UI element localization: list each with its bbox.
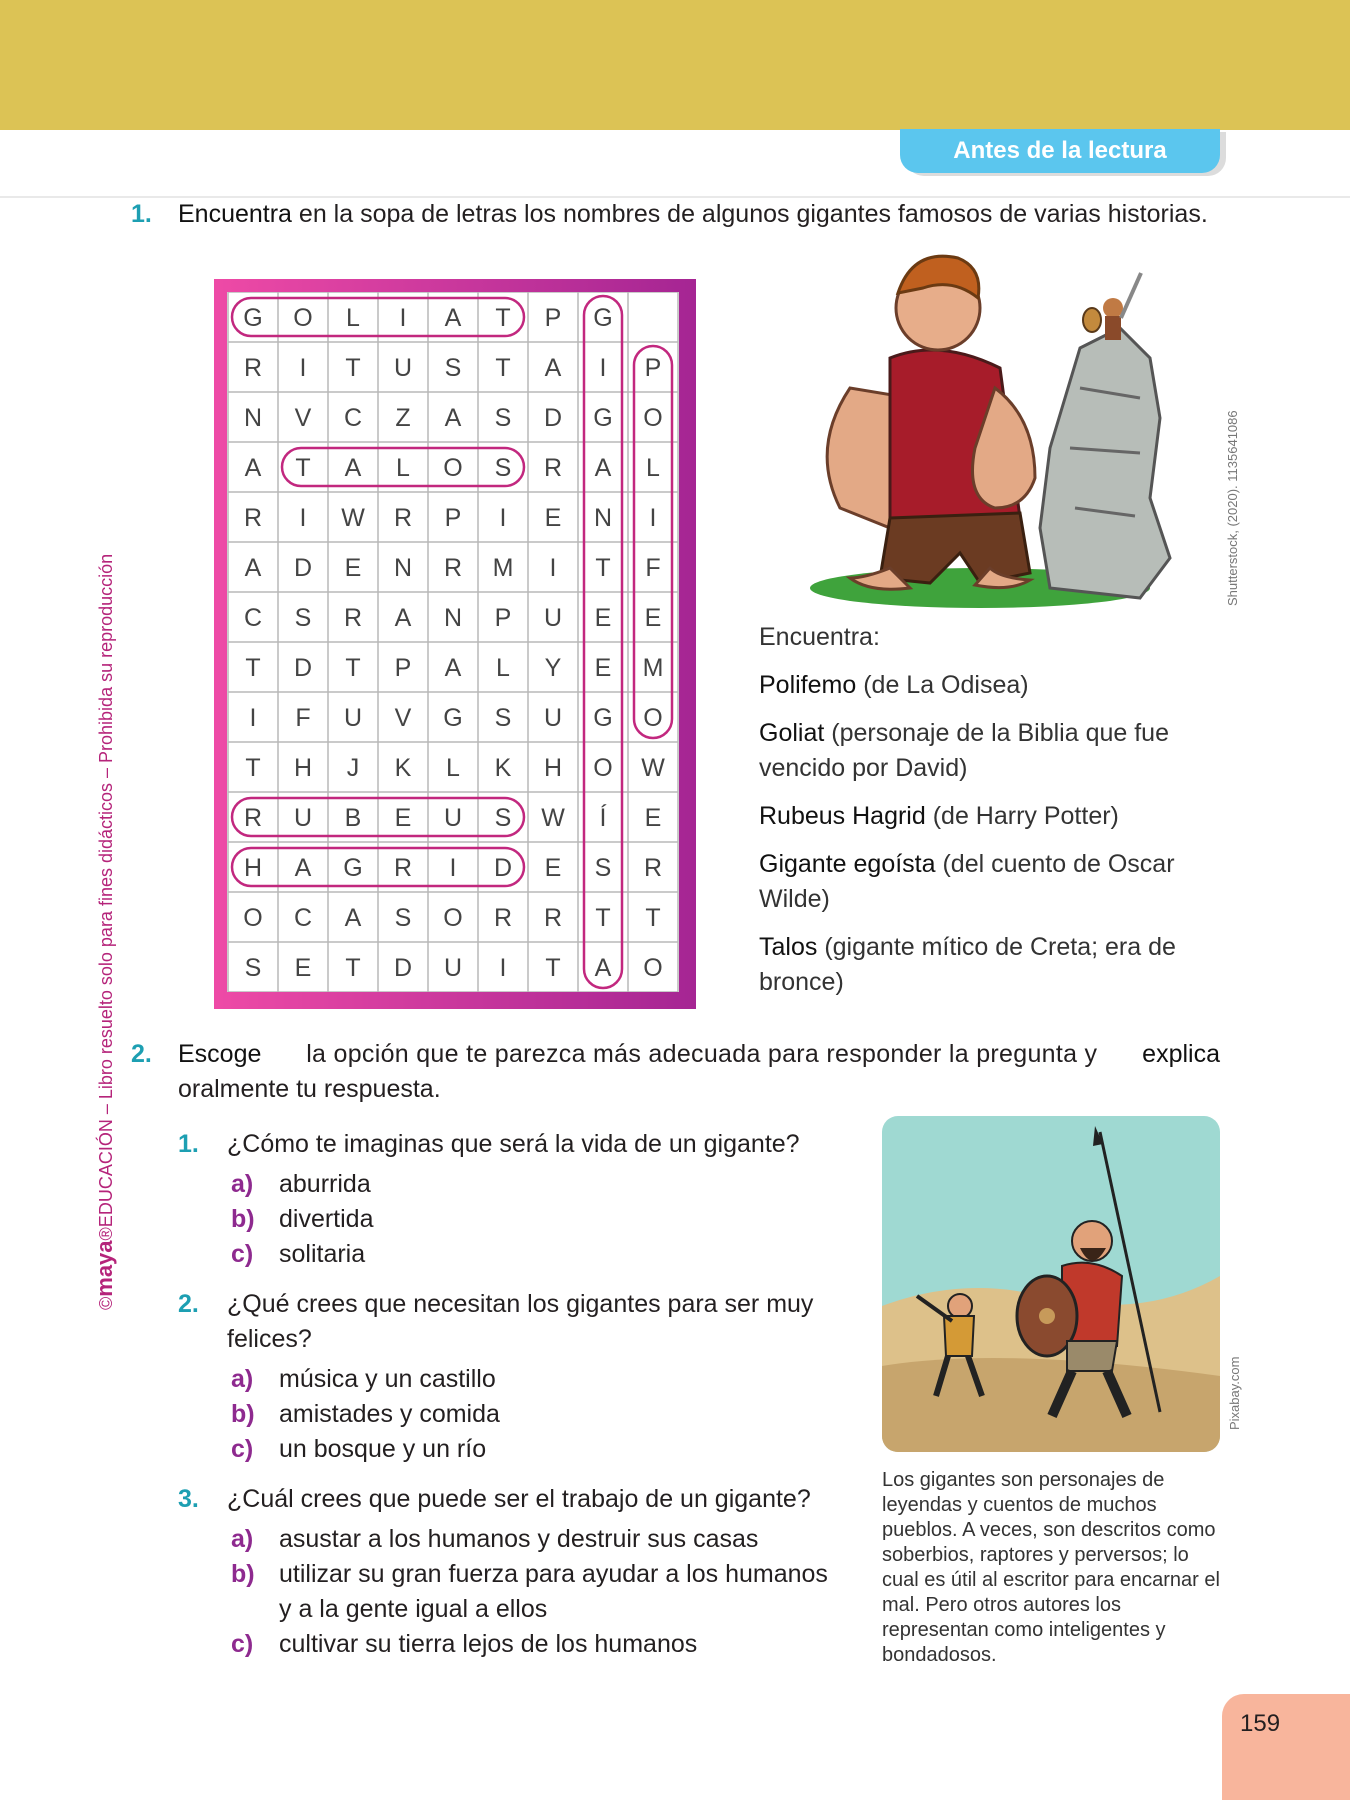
grid-letter[interactable]: E	[594, 654, 612, 682]
find-list	[759, 620, 1229, 1013]
grid-letter[interactable]: R	[393, 504, 413, 532]
grid-letter[interactable]: S	[494, 804, 512, 832]
grid-letter[interactable]: L	[346, 304, 360, 332]
grid-letter[interactable]: L	[496, 654, 510, 682]
grid-letter[interactable]: F	[645, 554, 661, 582]
grid-letter[interactable]: M	[492, 554, 514, 582]
david-image-credit: Pixabay.com	[1227, 1356, 1242, 1430]
question-1-text	[178, 197, 1228, 232]
grid-letter[interactable]: L	[396, 454, 410, 482]
grid-letter[interactable]: O	[443, 904, 463, 932]
grid-letter[interactable]: P	[494, 604, 512, 632]
grid-letter[interactable]: U	[293, 804, 313, 832]
grid-letter[interactable]: V	[394, 704, 412, 732]
grid-letter[interactable]: B	[344, 804, 362, 832]
grid-letter[interactable]: T	[295, 454, 311, 482]
grid-letter[interactable]: U	[543, 604, 563, 632]
option-letter: a)	[231, 1170, 254, 1198]
grid-letter[interactable]: T	[545, 954, 561, 982]
grid-letter[interactable]: O	[443, 454, 463, 482]
grid-letter[interactable]: R	[493, 904, 513, 932]
find-list-heading: Encuentra:	[759, 623, 880, 651]
grid-letter[interactable]: N	[593, 504, 613, 532]
grid-letter[interactable]: S	[494, 454, 512, 482]
grid-letter[interactable]: T	[595, 554, 611, 582]
grid-letter[interactable]: O	[243, 904, 263, 932]
grid-letter[interactable]: O	[643, 404, 663, 432]
grid-letter[interactable]: U	[543, 704, 563, 732]
subquestion-3-text: ¿Cuál crees que puede ser el trabajo de un gigante?	[227, 1485, 811, 1513]
grid-letter[interactable]: C	[343, 404, 363, 432]
find-item-desc: (personaje de la Biblia que fue vencido por David)	[759, 719, 1169, 782]
grid-letter[interactable]: I	[249, 704, 257, 732]
question-2-line-2: oralmente tu respuesta.	[178, 1075, 441, 1103]
option-text[interactable]: utilizar su gran fuerza para ayudar a los humanos	[279, 1560, 828, 1588]
grid-letter[interactable]: O	[643, 954, 663, 982]
option-text[interactable]: un bosque y un río	[279, 1435, 487, 1463]
question-2-verb-explica: explica	[1142, 1040, 1220, 1068]
grid-letter[interactable]: C	[243, 604, 263, 632]
grid-letter[interactable]: I	[549, 554, 557, 582]
grid-letter[interactable]: T	[645, 904, 661, 932]
grid-letter[interactable]: E	[644, 804, 662, 832]
grid-letter[interactable]: E	[344, 554, 362, 582]
option-text[interactable]: música y un castillo	[279, 1365, 496, 1393]
grid-letter[interactable]: E	[394, 804, 412, 832]
grid-letter[interactable]: W	[641, 754, 665, 782]
grid-letter[interactable]: P	[394, 654, 412, 682]
grid-letter[interactable]: K	[394, 754, 412, 782]
grid-letter[interactable]: G	[443, 704, 463, 732]
grid-letter[interactable]: A	[344, 454, 362, 482]
grid-letter[interactable]: G	[343, 854, 363, 882]
copyright-text: EDUCACIÓN – Libro resuelto solo para fines didácticos – Prohibida su reproducción	[96, 553, 116, 1228]
option-letter: b)	[231, 1400, 255, 1428]
giant-illustration	[780, 248, 1180, 618]
grid-letter[interactable]: Z	[395, 404, 411, 432]
grid-letter[interactable]: T	[345, 354, 361, 382]
grid-letter[interactable]: N	[443, 604, 463, 632]
grid-letter[interactable]: C	[293, 904, 313, 932]
option-letter: a)	[231, 1525, 254, 1553]
option-text[interactable]: divertida	[279, 1205, 374, 1233]
david-goliath-drawing	[882, 1116, 1220, 1452]
q2-w3	[1142, 1037, 1220, 1072]
option-letter: c)	[231, 1240, 254, 1268]
option-letter: c)	[231, 1435, 254, 1463]
find-item-name: Goliat	[759, 719, 825, 747]
grid-letter[interactable]: U	[343, 704, 363, 732]
grid-letter[interactable]: U	[393, 354, 413, 382]
grid-letter[interactable]: P	[644, 354, 662, 382]
grid-letter[interactable]: H	[293, 754, 313, 782]
grid-letter[interactable]: E	[544, 504, 562, 532]
grid-letter[interactable]: A	[394, 604, 412, 632]
question-2-number: 2.	[131, 1040, 152, 1068]
grid-letter[interactable]: O	[293, 304, 313, 332]
question-1-number: 1.	[131, 200, 152, 228]
grid-letter[interactable]: A	[594, 454, 612, 482]
find-item-name: Polifemo	[759, 671, 857, 699]
grid-letter[interactable]: T	[595, 904, 611, 932]
option-letter: b)	[231, 1560, 255, 1588]
q2-w1	[178, 1037, 261, 1072]
subquestion-1-number: 1.	[178, 1130, 199, 1158]
grid-letter[interactable]: E	[644, 604, 662, 632]
grid-letter[interactable]: Í	[599, 804, 607, 832]
grid-letter[interactable]: R	[243, 504, 263, 532]
grid-letter[interactable]: V	[294, 404, 312, 432]
grid-letter[interactable]: R	[643, 854, 663, 882]
grid-letter[interactable]: H	[243, 854, 263, 882]
grid-letter[interactable]: A	[594, 954, 612, 982]
question-2-text	[178, 1037, 1220, 1107]
subquestion-2-number: 2.	[178, 1290, 199, 1318]
registered-symbol: ®	[96, 1227, 116, 1241]
grid-letter[interactable]: O	[593, 754, 613, 782]
find-item-goliat	[759, 716, 1229, 786]
grid-letter[interactable]: W	[341, 504, 365, 532]
subquestion-3-number: 3.	[178, 1485, 199, 1513]
question-1-body: en la sopa de letras los nombres de algunos gigantes famosos de varias historias.	[291, 200, 1208, 228]
grid-letter[interactable]: A	[294, 854, 312, 882]
grid-letter[interactable]: P	[544, 304, 562, 332]
grid-letter[interactable]: E	[544, 854, 562, 882]
david-goliath-illustration	[882, 1116, 1220, 1452]
grid-letter[interactable]: R	[393, 854, 413, 882]
grid-letter[interactable]: I	[399, 304, 407, 332]
question-2-verb-escoge: Escoge	[178, 1040, 262, 1068]
page-number: 159	[1240, 1710, 1281, 1737]
grid-letter[interactable]: S	[594, 854, 612, 882]
find-item-desc: (gigante mítico de Creta; era de bronce)	[759, 933, 1176, 996]
grid-letter[interactable]: I	[499, 504, 507, 532]
grid-letter[interactable]: I	[499, 954, 507, 982]
q2-w2: la opción que te parezca más adecuada para responder la pregunta y	[298, 1040, 1105, 1068]
option-text[interactable]: solitaria	[279, 1240, 366, 1268]
option-text[interactable]: amistades y comida	[279, 1400, 500, 1428]
grid-letter[interactable]: N	[243, 404, 263, 432]
option-text[interactable]: aburrida	[279, 1170, 371, 1198]
subquestion-2-text-line-2: felices?	[227, 1325, 312, 1353]
grid-letter[interactable]: A	[444, 654, 462, 682]
find-item-talos	[759, 930, 1229, 1000]
grid-letter[interactable]: R	[543, 904, 563, 932]
grid-letter[interactable]: G	[593, 704, 613, 732]
image-caption: Los gigantes son personajes de leyendas y cuentos de muchos pueblos. A veces, son descritos como soberbios, raptores y perversos; lo cual es útil al escritor para encarnar el mal. Pero otros autores los representan como inteligentes y bondadosos.	[882, 1469, 1220, 1666]
grid-letter[interactable]: D	[293, 554, 313, 582]
grid-letter[interactable]: F	[295, 704, 311, 732]
brand-name: maya	[92, 1240, 117, 1297]
grid-letter[interactable]: R	[243, 804, 263, 832]
grid-letter[interactable]: G	[593, 404, 613, 432]
grid-letter[interactable]: A	[244, 454, 262, 482]
grid-letter[interactable]: S	[244, 954, 262, 982]
grid-letter[interactable]: K	[494, 754, 512, 782]
option-letter: c)	[231, 1630, 254, 1658]
top-color-band	[0, 0, 1350, 130]
grid-letter[interactable]: R	[343, 604, 363, 632]
grid-letter[interactable]: G	[593, 304, 613, 332]
grid-letter[interactable]: E	[594, 604, 612, 632]
grid-letter[interactable]: R	[443, 554, 463, 582]
grid-letter[interactable]: I	[299, 354, 307, 382]
find-item-desc: (de Harry Potter)	[925, 802, 1119, 830]
grid-letter[interactable]: P	[444, 504, 462, 532]
copyright-symbol: ©	[96, 1296, 116, 1310]
grid-letter[interactable]: A	[544, 354, 562, 382]
find-item-gigante-egoista	[759, 847, 1229, 917]
grid-letter[interactable]: T	[495, 304, 511, 332]
grid-letter[interactable]: I	[299, 504, 307, 532]
grid-letter[interactable]: D	[393, 954, 413, 982]
grid-letter[interactable]: G	[243, 304, 263, 332]
find-item-polifemo	[759, 668, 1229, 703]
question-1-verb: Encuentra	[178, 200, 292, 228]
grid-letter[interactable]: R	[543, 454, 563, 482]
copyright-sidebar	[92, 554, 118, 1310]
grid-letter[interactable]: J	[346, 754, 360, 782]
subquestion-2-text: ¿Qué crees que necesitan los gigantes para ser muy	[227, 1290, 814, 1318]
grid-letter[interactable]: T	[245, 654, 261, 682]
grid-letter[interactable]: A	[444, 404, 462, 432]
grid-letter[interactable]: S	[294, 604, 312, 632]
option-text[interactable]: cultivar su tierra lejos de los humanos	[279, 1630, 698, 1658]
grid-letter[interactable]: E	[294, 954, 312, 982]
find-item-name: Gigante egoísta	[759, 850, 936, 878]
grid-letter[interactable]: S	[394, 904, 412, 932]
word-search-frame	[214, 279, 696, 1009]
word-search-panel	[227, 292, 679, 992]
subquestion-1-text: ¿Cómo te imaginas que será la vida de un gigante?	[227, 1130, 800, 1158]
grid-letter[interactable]: I	[649, 504, 657, 532]
grid-letter[interactable]: S	[444, 354, 462, 382]
word-search-grid[interactable]	[227, 292, 679, 992]
grid-letter[interactable]: D	[493, 854, 513, 882]
grid-letter[interactable]: L	[646, 454, 660, 482]
grid-letter[interactable]: A	[444, 304, 462, 332]
grid-letter[interactable]: D	[543, 404, 563, 432]
grid-letter[interactable]: A	[344, 904, 362, 932]
question-2-line-1	[178, 1037, 1220, 1072]
find-item-name: Talos	[759, 933, 818, 961]
grid-letter[interactable]: U	[443, 804, 463, 832]
grid-letter[interactable]: M	[642, 654, 664, 682]
find-item-desc: (de La Odisea)	[856, 671, 1029, 699]
grid-letter[interactable]: T	[245, 754, 261, 782]
option-text-line-2[interactable]: y a la gente igual a ellos	[279, 1595, 548, 1623]
section-tab: Antes de la lectura	[900, 129, 1220, 173]
grid-letter[interactable]: I	[449, 854, 457, 882]
giant-image-credit: Shutterstock, (2020). 1135641086	[1225, 410, 1240, 606]
grid-letter[interactable]: Y	[544, 654, 562, 682]
grid-letter[interactable]: O	[643, 704, 663, 732]
grid-letter[interactable]: D	[293, 654, 313, 682]
grid-letter[interactable]: H	[543, 754, 563, 782]
grid-letter[interactable]: L	[446, 754, 460, 782]
grid-letter[interactable]: N	[393, 554, 413, 582]
find-item-rubeus-hagrid	[759, 799, 1229, 834]
grid-letter[interactable]: I	[599, 354, 607, 382]
grid-letter[interactable]: W	[541, 804, 565, 832]
grid-letter[interactable]: S	[494, 704, 512, 732]
grid-letter[interactable]: U	[443, 954, 463, 982]
option-letter: a)	[231, 1365, 254, 1393]
grid-letter[interactable]: S	[494, 404, 512, 432]
find-item-desc: (del cuento de Oscar Wilde)	[759, 850, 1175, 913]
grid-letter[interactable]: T	[495, 354, 511, 382]
grid-letter[interactable]: A	[244, 554, 262, 582]
grid-letter[interactable]: R	[243, 354, 263, 382]
grid-letter[interactable]: T	[345, 654, 361, 682]
find-item-name: Rubeus Hagrid	[759, 802, 926, 830]
option-letter: b)	[231, 1205, 255, 1233]
option-text[interactable]: asustar a los humanos y destruir sus casas	[279, 1525, 759, 1553]
grid-letter[interactable]: T	[345, 954, 361, 982]
